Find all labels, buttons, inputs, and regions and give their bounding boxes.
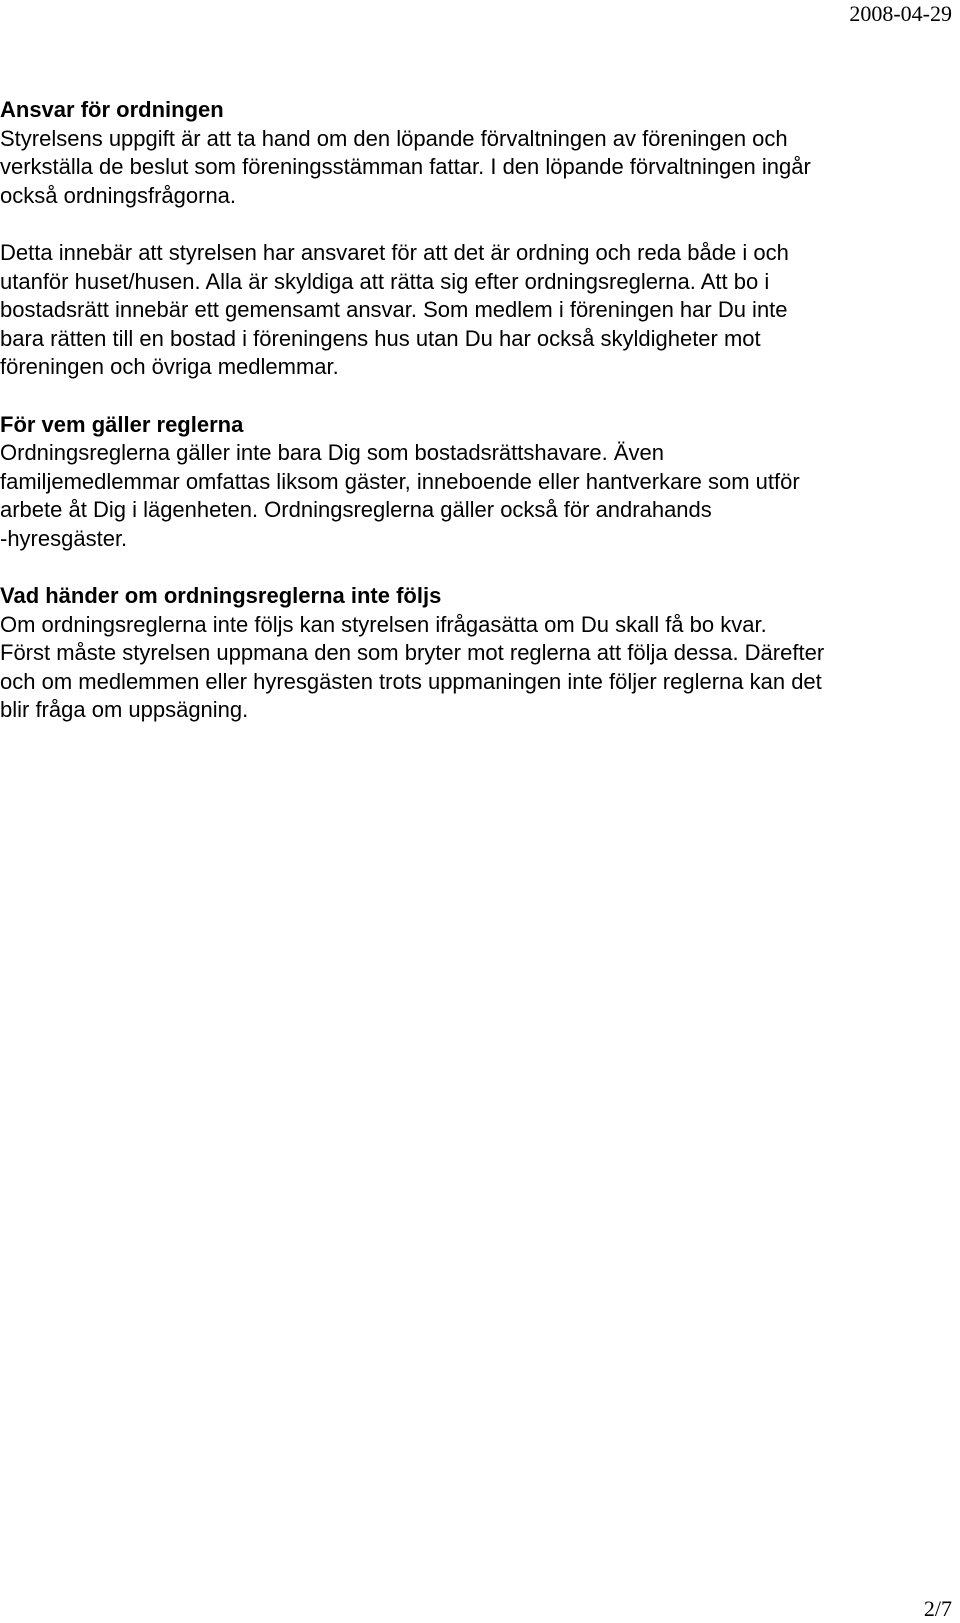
paragraph: Styrelsens uppgift är att ta hand om den löpande förvaltningen av föreningen och verkställa de beslut som föreningsstämman fattar. I den löpande förvaltningen ingår också ordningsfrågorna. bbox=[0, 125, 811, 208]
section-heading: Ansvar för ordningen bbox=[0, 97, 224, 122]
page-number: 2/7 bbox=[923, 1596, 952, 1621]
section-heading: Vad händer om ordningsreglerna inte följs bbox=[0, 583, 442, 609]
section-heading: För vem gäller reglerna bbox=[0, 411, 244, 437]
page-date: 2008-04-29 bbox=[849, 1, 952, 26]
paragraph: Ordningsreglerna gäller inte bara Dig som bostadsrättshavare. Även familjemedlemmar omfattas liksom gäster, inneboende eller hantverkare som utför arbete åt Dig i lägenheten. Ordningsreglerna gäller också för andrahands -hyresgäster. bbox=[0, 440, 800, 551]
section-vad-hander bbox=[0, 582, 930, 725]
paragraph: Detta innebär att styrelsen har ansvaret för att det är ordning och reda både i och utanför huset/husen. Alla är skyldiga att rätta sig efter ordningsreglerna. Att bo i bostadsrätt innebär ett gemensamt ansvar. Som medlem i föreningen har Du inte bara rätten till en bostad i föreningens hus utan Du har också skyldigheter mot föreningen och övriga medlemmar. bbox=[0, 239, 789, 380]
document-body bbox=[0, 96, 930, 754]
section-ansvar bbox=[0, 96, 930, 382]
paragraph: Om ordningsreglerna inte följs kan styrelsen ifrågasätta om Du skall få bo kvar. Först måste styrelsen uppmana den som bryter mot reglerna att följa dessa. Därefter och om medlemmen eller hyresgästen trots uppmaningen inte följer reglerna kan det blir fråga om uppsägning. bbox=[0, 611, 825, 723]
section-for-vem bbox=[0, 411, 930, 554]
